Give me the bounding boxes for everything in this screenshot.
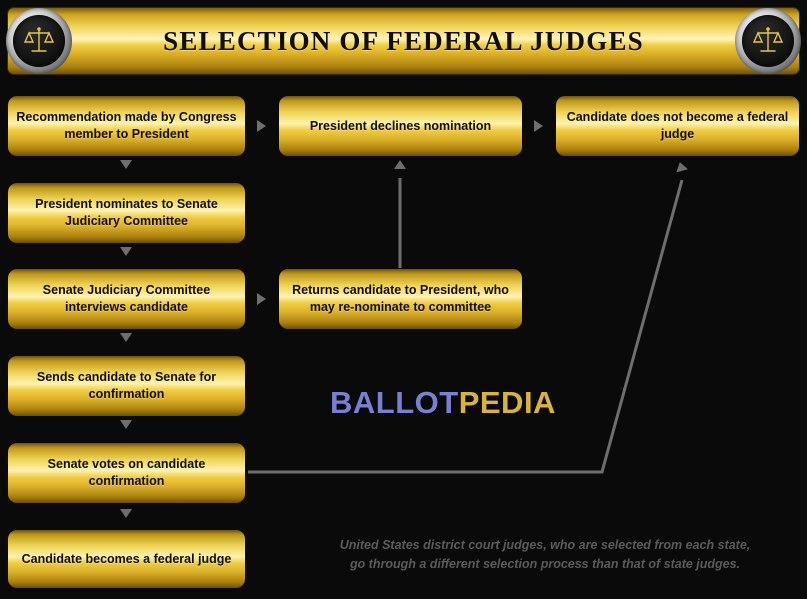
footnote-line-1: United States district court judges, who are selected from each state, — [339, 538, 751, 552]
arrowhead-up-to-president-declines — [394, 160, 406, 169]
arrow-n1-to-n2 — [120, 160, 132, 169]
arrow-n2-to-n3 — [120, 247, 132, 256]
flow-node-president-declines[interactable]: President declines nomination — [279, 96, 522, 156]
arrow-n5-to-n6 — [120, 509, 132, 518]
flow-node-not-federal-judge[interactable]: Candidate does not become a federal judge — [556, 96, 799, 156]
arrow-n3-to-n4 — [120, 333, 132, 342]
watermark-ballot: BALLOT — [330, 385, 459, 420]
arrow-n7-to-n8 — [534, 120, 543, 132]
arrow-n1-to-n7 — [257, 120, 266, 132]
footnote — [310, 536, 780, 575]
flow-node-returns-to-president[interactable]: Returns candidate to President, who may re-nominate to committee — [279, 269, 522, 329]
flow-node-committee-interviews[interactable]: Senate Judiciary Committee interviews candidate — [8, 269, 245, 329]
watermark-pedia: PEDIA — [458, 385, 556, 420]
ballotpedia-watermark — [330, 385, 556, 421]
flow-node-sends-to-senate[interactable]: Sends candidate to Senate for confirmation — [8, 356, 245, 416]
arrow-n4-to-n5 — [120, 420, 132, 429]
flow-node-recommendation[interactable]: Recommendation made by Congress member to President — [8, 96, 245, 156]
flow-node-becomes-federal-judge[interactable]: Candidate becomes a federal judge — [8, 530, 245, 588]
arrow-n3-to-n9 — [257, 293, 266, 305]
footnote-line-2: go through a different selection process than that of state judges. — [349, 557, 741, 572]
flow-node-senate-votes[interactable]: Senate votes on candidate confirmation — [8, 443, 245, 503]
page-title: SELECTION OF FEDERAL JUDGES — [163, 26, 644, 56]
flow-node-president-nominates[interactable]: President nominates to Senate Judiciary Committee — [8, 183, 245, 243]
